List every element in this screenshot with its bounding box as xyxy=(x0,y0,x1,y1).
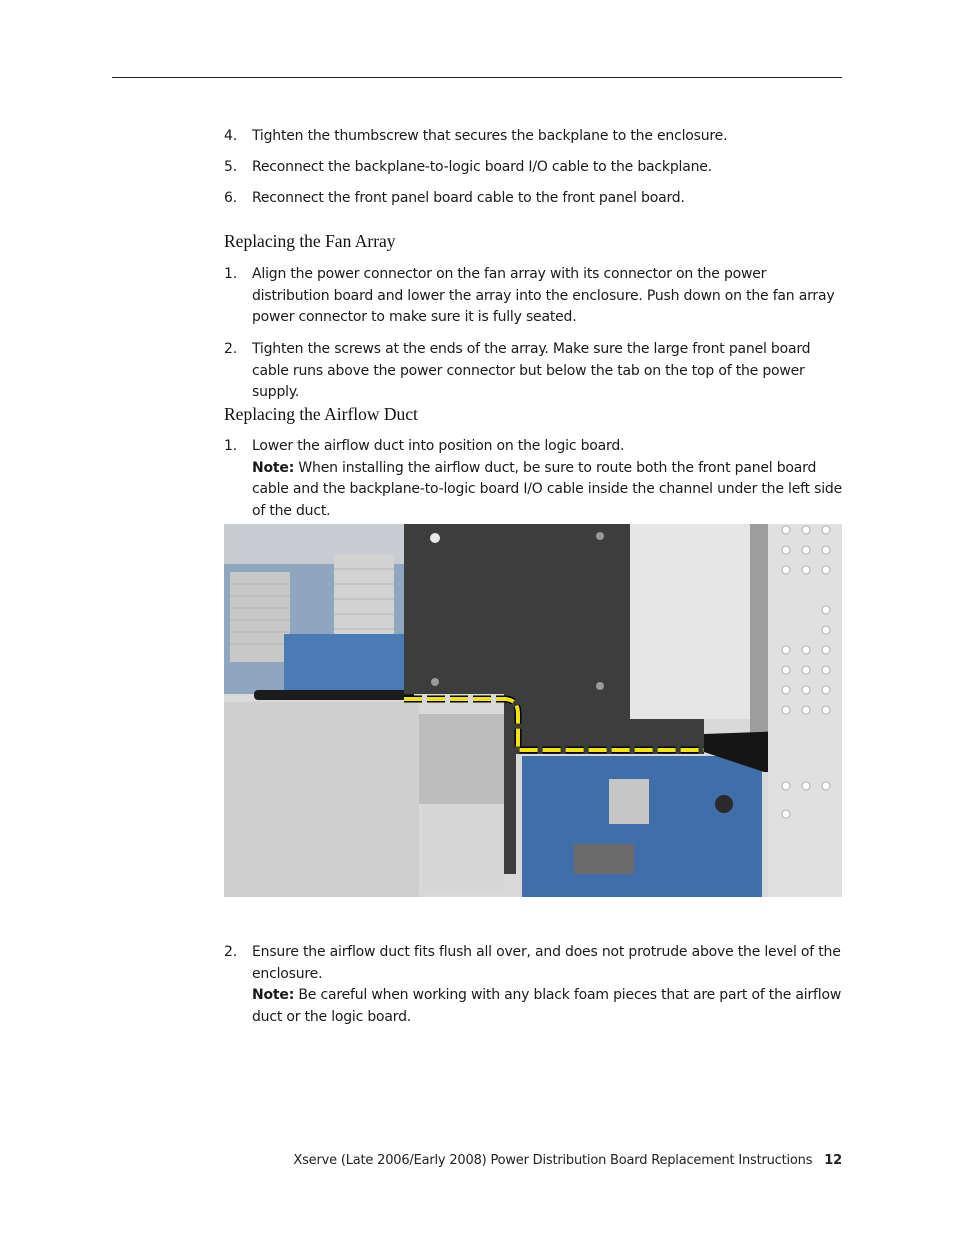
step-number: 5. xyxy=(224,159,237,175)
step-text: Reconnect the front panel board cable to the front panel board. xyxy=(252,190,685,206)
fan-step-2 xyxy=(224,339,844,404)
step-number: 1. xyxy=(224,266,237,282)
note-label: Note: xyxy=(252,459,295,476)
airflow-duct-heading: Replacing the Airflow Duct xyxy=(224,404,418,424)
step-number: 2. xyxy=(224,944,237,960)
step-5 xyxy=(224,157,844,179)
step-text: Tighten the thumbscrew that secures the backplane to the enclosure. xyxy=(252,128,728,144)
page-footer xyxy=(293,1153,842,1168)
step-text: Align the power connector on the fan array with its connector on the power distribution board and lower the array into the enclosure. Push down on the fan array power connector to make sure it is fully seated. xyxy=(252,266,835,325)
airflow-duct-photo xyxy=(224,524,842,897)
note-text: Be careful when working with any black foam pieces that are part of the airflow duct or the logic board. xyxy=(252,987,842,1025)
fan-array-heading: Replacing the Fan Array xyxy=(224,231,396,251)
step-6 xyxy=(224,188,844,210)
step-number: 6. xyxy=(224,190,237,206)
duct-step-2 xyxy=(224,942,844,1028)
note-label: Note: xyxy=(252,987,295,1003)
note-text: When installing the airflow duct, be sure to route both the front panel board cable and the backplane-to-logic board I/O cable inside the channel under the left side of the duct. xyxy=(252,459,843,519)
fan-step-1 xyxy=(224,264,844,329)
step-text: Reconnect the backplane-to-logic board I/O cable to the backplane. xyxy=(252,159,712,175)
header-rule xyxy=(112,77,842,78)
step-number: 4. xyxy=(224,128,237,144)
step-text: Lower the airflow duct into position on the logic board. xyxy=(252,438,625,454)
page-number: 12 xyxy=(824,1153,842,1168)
step-number: 2. xyxy=(224,341,237,357)
step-4 xyxy=(224,126,844,148)
step-text: Tighten the screws at the ends of the array. Make sure the large front panel board cable runs above the power connector but below the tab on the top of the power supply. xyxy=(252,341,811,400)
step-text: Ensure the airflow duct fits flush all over, and does not protrude above the level of the enclosure. xyxy=(252,944,841,982)
document-title: Xserve (Late 2006/Early 2008) Power Distribution Board Replacement Instructions xyxy=(293,1153,813,1168)
duct-step-1 xyxy=(224,436,844,522)
step-number: 1. xyxy=(224,438,237,454)
